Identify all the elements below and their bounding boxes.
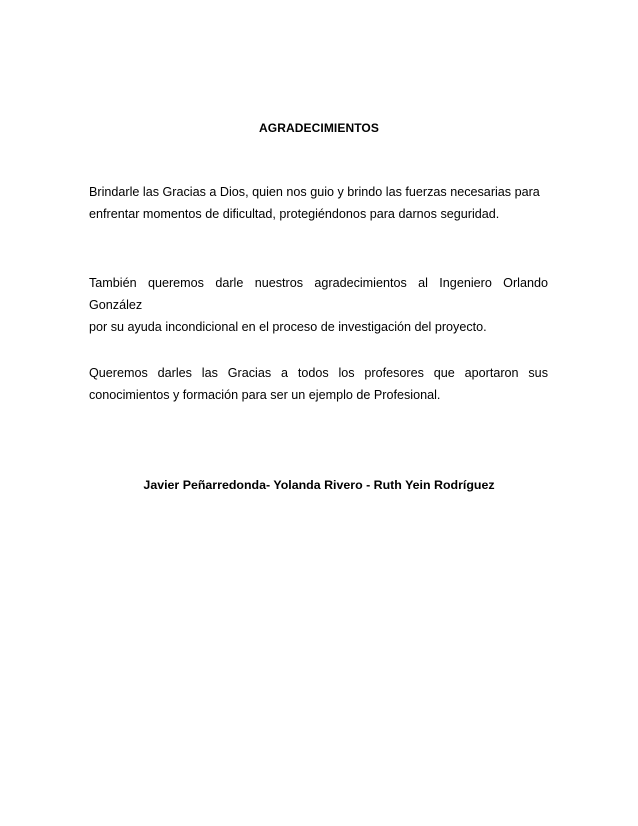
authors-signature: Javier Peñarredonda- Yolanda Rivero - Ruth Yein Rodríguez: [143, 478, 495, 492]
paragraph-line: por su ayuda incondicional en el proceso de investigación del proyecto.: [89, 320, 487, 334]
paragraph-thanks-professors: [89, 362, 548, 406]
paragraph-line: Brindarle las Gracias a Dios, quien nos guio y brindo las fuerzas necesarias para: [89, 185, 540, 199]
paragraph-line: enfrentar momentos de dificultad, protegiéndonos para darnos seguridad.: [89, 207, 500, 221]
paragraph-thanks-god: [89, 181, 548, 225]
paragraph-thanks-engineer: [89, 272, 548, 338]
paragraph-line: Queremos darles las Gracias a todos los profesores que aportaron sus: [89, 366, 548, 380]
paragraph-line: conocimientos y formación para ser un ejemplo de Profesional.: [89, 388, 441, 402]
page-title: AGRADECIMIENTOS: [259, 121, 379, 135]
paragraph-line: También queremos darle nuestros agradecimientos al Ingeniero Orlando González: [89, 276, 548, 312]
